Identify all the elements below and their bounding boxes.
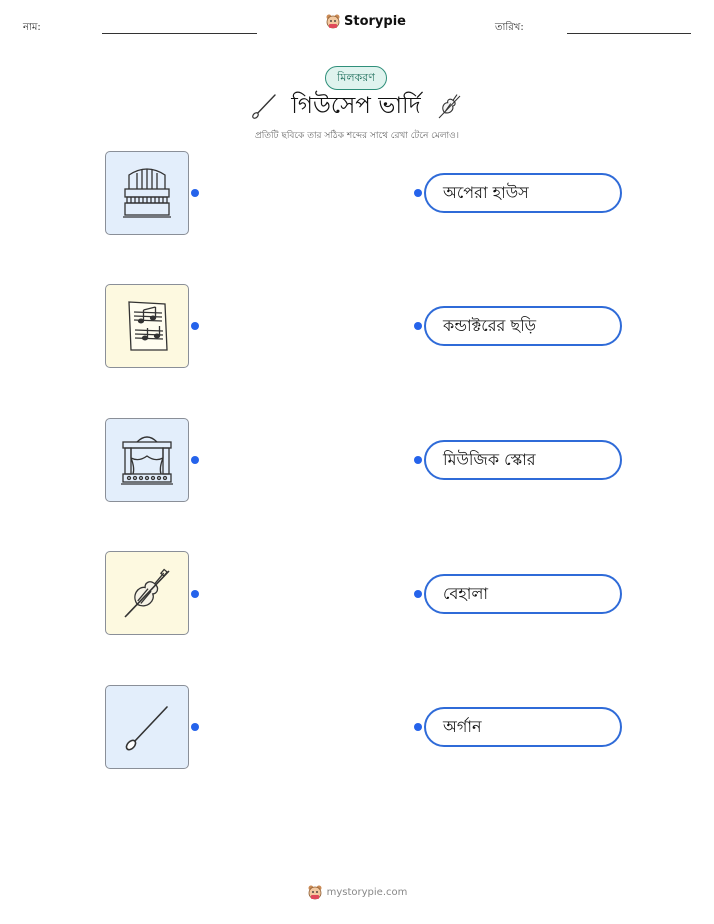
title-text: গিউসেপ ভার্দি — [291, 92, 421, 119]
word-dot-3[interactable] — [414, 456, 422, 464]
picture-dot-2[interactable] — [191, 322, 199, 330]
picture-card-3 — [105, 418, 189, 502]
word-dot-1[interactable] — [414, 189, 422, 197]
picture-dot-4[interactable] — [191, 590, 199, 598]
picture-dot-5[interactable] — [191, 723, 199, 731]
opera-house-icon — [115, 428, 179, 492]
instruction-text: প্রতিটি ছবিকে তার সঠিক শব্দের সাথে রেখা টেনে মেলাও। — [255, 131, 459, 141]
storypie-logo — [325, 13, 406, 29]
word-dot-5[interactable] — [414, 723, 422, 731]
word-pill-2[interactable]: কন্ডাক্টরের ছড়ি — [424, 306, 622, 346]
picture-card-5 — [105, 685, 189, 769]
date-label: তারিখ: — [495, 22, 524, 33]
picture-dot-3[interactable] — [191, 456, 199, 464]
baton-icon — [249, 91, 279, 121]
conductor-baton-icon — [115, 695, 179, 759]
date-line[interactable] — [567, 33, 691, 34]
word-dot-4[interactable] — [414, 590, 422, 598]
picture-card-1 — [105, 151, 189, 235]
bear-logo-icon — [325, 13, 341, 29]
word-pill-3[interactable]: মিউজিক স্কোর — [424, 440, 622, 480]
picture-card-4 — [105, 551, 189, 635]
logo-text: Storypie — [344, 13, 406, 29]
matching-badge: মিলকরণ — [325, 66, 387, 90]
pipe-organ-icon — [115, 161, 179, 225]
word-pill-5[interactable]: অর্গান — [424, 707, 622, 747]
footer — [0, 884, 714, 900]
picture-dot-1[interactable] — [191, 189, 199, 197]
picture-card-2 — [105, 284, 189, 368]
footer-url[interactable]: mystorypie.com — [326, 886, 408, 898]
violin-icon — [115, 561, 179, 625]
violin-icon — [433, 90, 465, 122]
word-pill-4[interactable]: বেহালা — [424, 574, 622, 614]
word-dot-2[interactable] — [414, 322, 422, 330]
word-pill-1[interactable]: অপেরা হাউস — [424, 173, 622, 213]
name-line[interactable] — [102, 33, 257, 34]
bear-logo-icon — [307, 884, 323, 900]
music-score-icon — [115, 294, 179, 358]
name-label: নাম: — [23, 22, 41, 33]
worksheet-title — [240, 88, 474, 124]
